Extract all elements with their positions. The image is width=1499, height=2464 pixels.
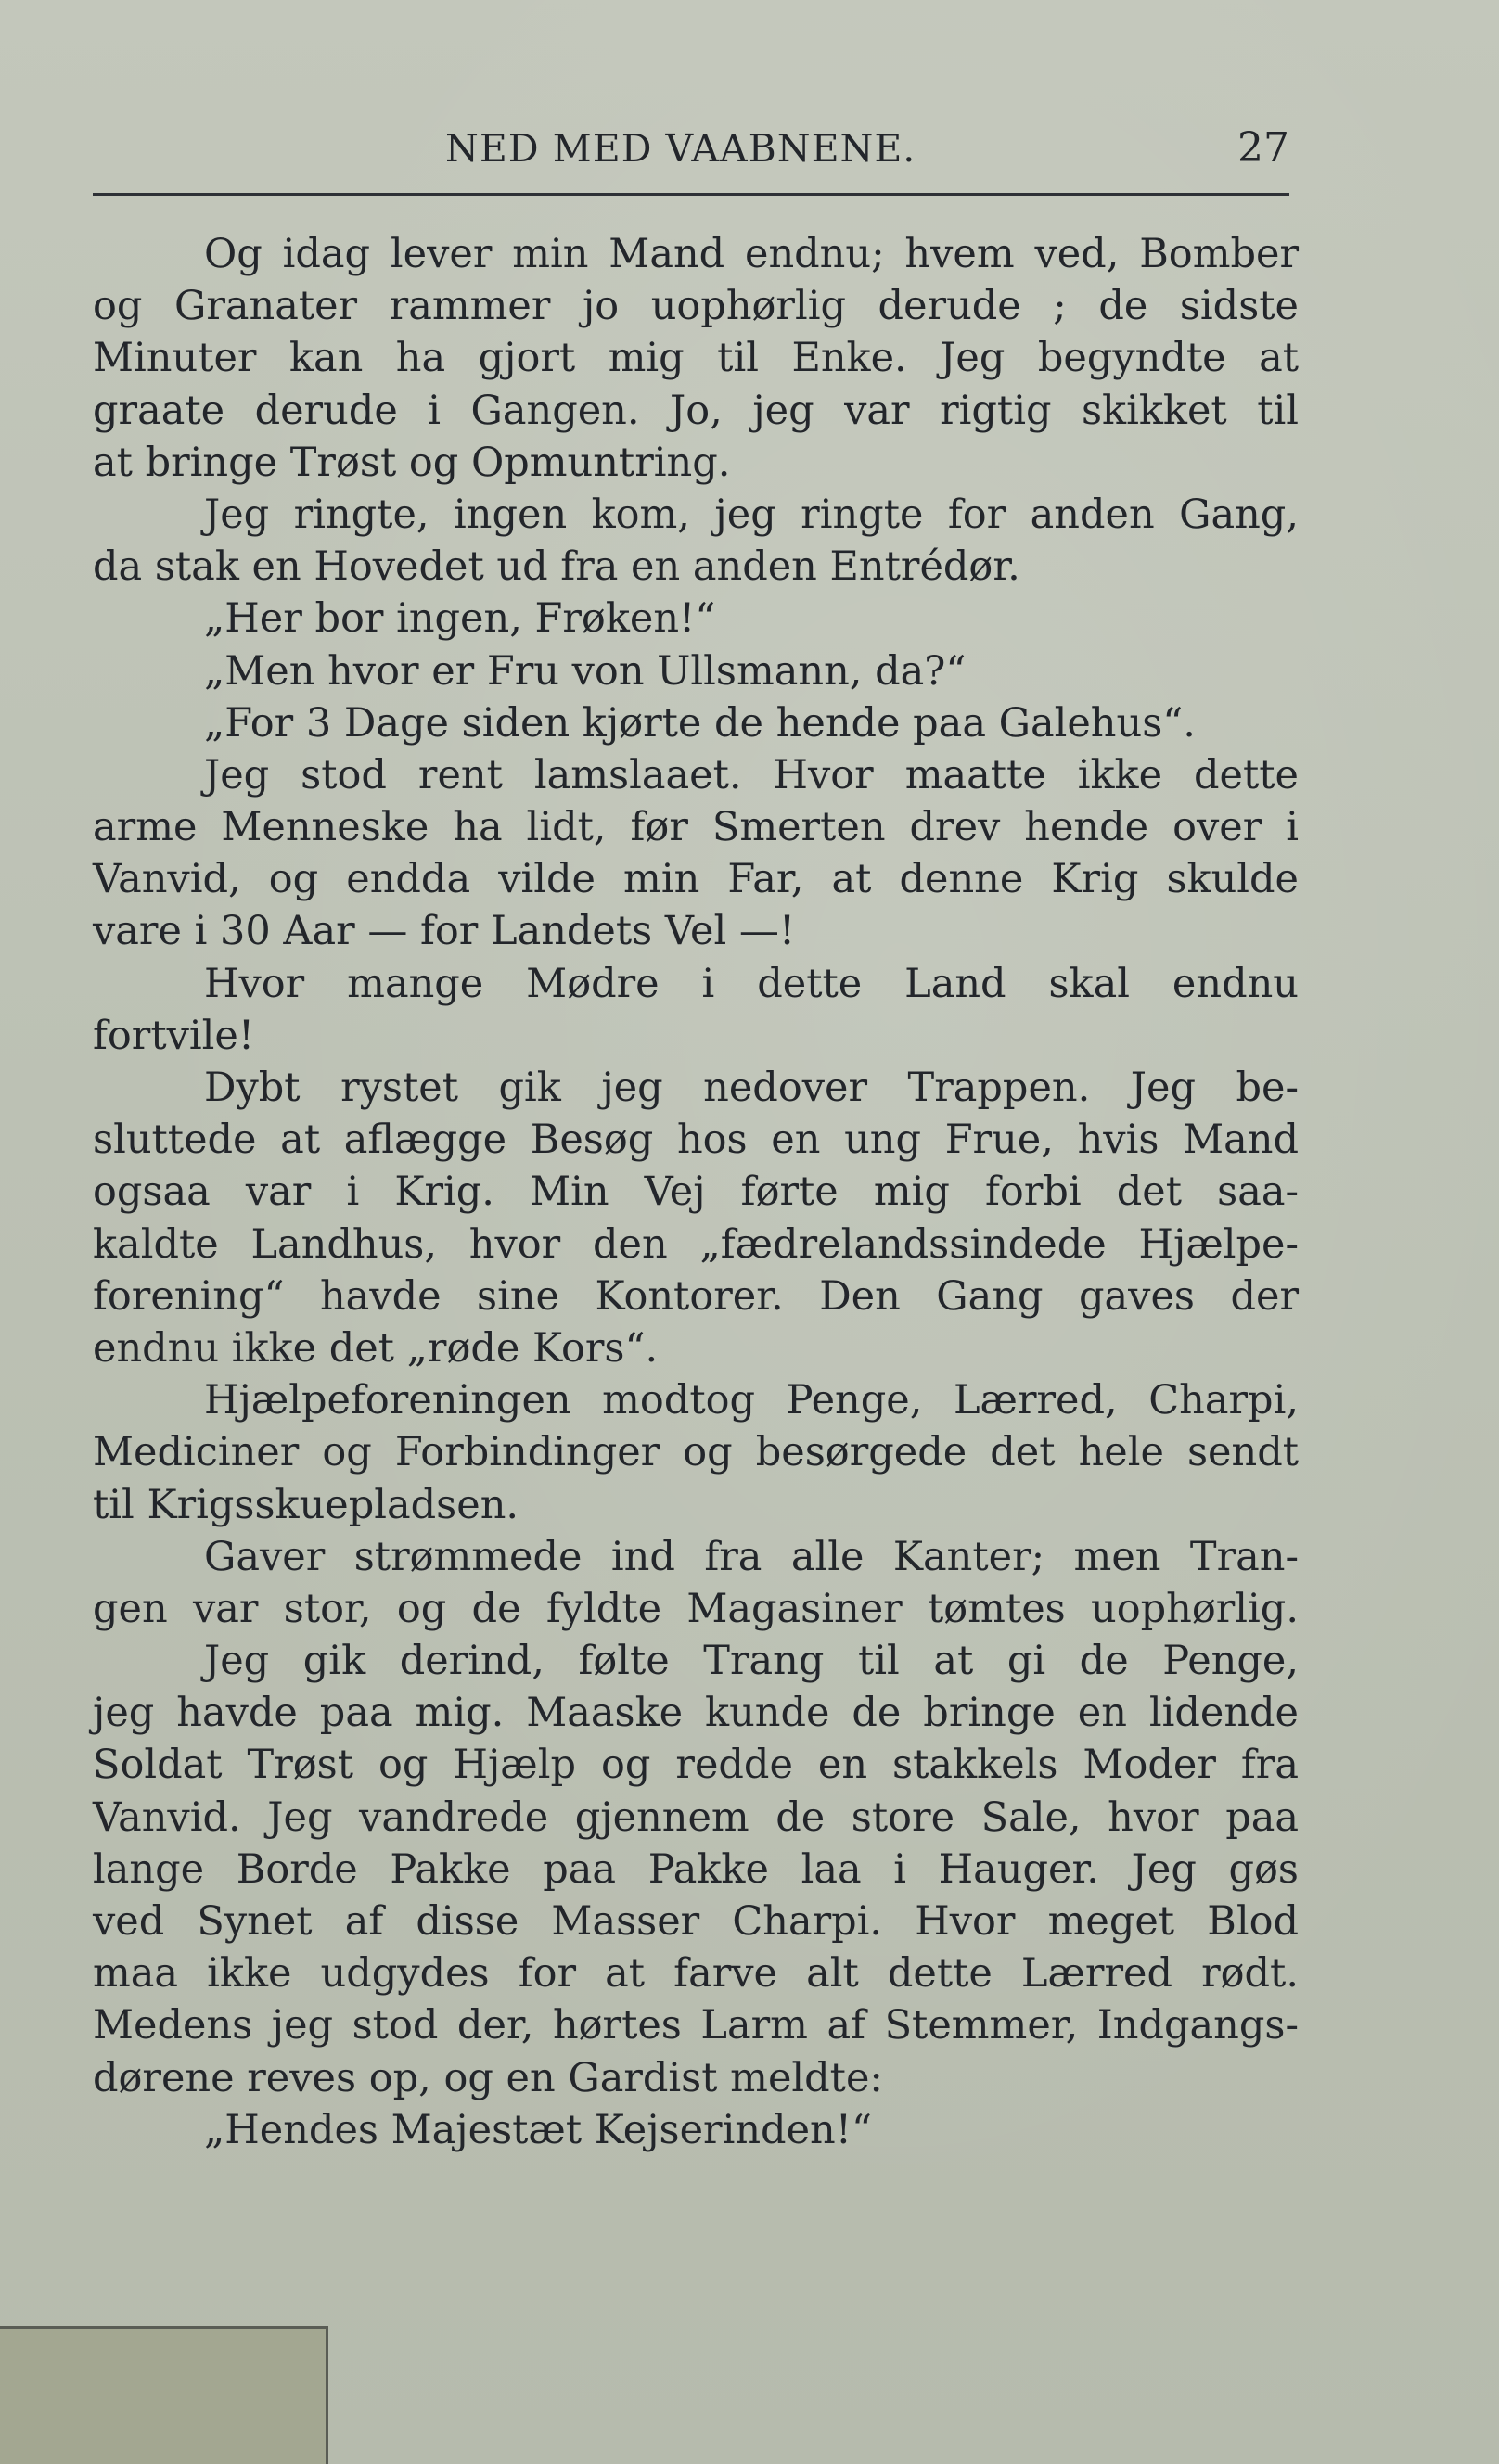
- page-header: [93, 119, 1289, 184]
- page-number: 27: [1237, 124, 1289, 172]
- body-text: [93, 228, 1299, 2156]
- text-line: „For 3 Dage siden kjørte de hende paa Galehus“.: [204, 699, 1196, 747]
- text-line: ogsaa var i Krig. Min Vej førte mig forbi det saa-: [93, 1168, 1299, 1216]
- text-line: Hjælpeforeningen modtog Penge, Lærred, Charpi,: [204, 1377, 1299, 1424]
- text-line: Medens jeg stod der, hørtes Larm af Stemmer, Indgangs-: [93, 2002, 1299, 2049]
- text-line: Minuter kan ha gjort mig til Enke. Jeg begyndte at: [93, 335, 1299, 382]
- text-line: „Hendes Majestæt Kejserinden!“: [204, 2106, 872, 2153]
- text-line: sluttede at aflægge Besøg hos en ung Frue, hvis Mand: [93, 1117, 1299, 1164]
- text-line: Soldat Trøst og Hjælp og redde en stakkels Moder fra: [93, 1742, 1299, 1789]
- text-line: kaldte Landhus, hvor den „fædrelandssindede Hjælpe-: [93, 1220, 1299, 1268]
- text-line: „Her bor ingen, Frøken!“: [204, 595, 716, 643]
- text-line: gen var stor, og de fyldte Magasiner tømtes uophørlig.: [93, 1585, 1299, 1632]
- text-line: da stak en Hovedet ud fra en anden Entrédør.: [93, 543, 1020, 591]
- text-line: Jeg stod rent lamslaaet. Hvor maatte ikke dette: [204, 751, 1299, 798]
- text-line: ved Synet af disse Masser Charpi. Hvor meget Blod: [93, 1898, 1299, 1945]
- text-line: Vanvid. Jeg vandrede gjennem de store Sale, hvor paa: [93, 1794, 1299, 1841]
- header-rule: [93, 193, 1289, 196]
- text-line: jeg havde paa mig. Maaske kunde de bringe en lidende: [93, 1690, 1299, 1737]
- text-line: Vanvid, og endda vilde min Far, at denne Krig skulde: [93, 856, 1299, 903]
- text-line: fortvile!: [93, 1012, 255, 1059]
- text-line: Gaver strømmede ind fra alle Kanter; men Tran-: [204, 1533, 1299, 1580]
- text-line: endnu ikke det „røde Kors“.: [93, 1324, 659, 1372]
- text-line: „Men hvor er Fru von Ullsmann, da?“: [204, 647, 967, 695]
- text-line: forening“ havde sine Kontorer. Den Gang gaves der: [93, 1272, 1299, 1320]
- text-line: vare i 30 Aar — for Landets Vel —!: [93, 908, 796, 955]
- text-line: Mediciner og Forbindinger og besørgede det hele sendt: [93, 1429, 1299, 1476]
- text-line: dørene reves op, og en Gardist meldte:: [93, 2054, 883, 2101]
- text-line: arme Menneske ha lidt, før Smerten drev hende over i: [93, 804, 1299, 851]
- text-line: Jeg ringte, ingen kom, jeg ringte for anden Gang,: [204, 491, 1299, 538]
- text-line: Hvor mange Mødre i dette Land skal endnu: [204, 960, 1299, 1007]
- text-line: graate derude i Gangen. Jo, jeg var rigtig skikket til: [93, 387, 1299, 434]
- text-line: til Krigsskuepladsen.: [93, 1481, 519, 1528]
- text-line: Og idag lever min Mand endnu; hvem ved, Bomber: [204, 231, 1299, 277]
- text-line: at bringe Trøst og Opmuntring.: [93, 439, 731, 486]
- text-line: Jeg gik derind, følte Trang til at gi de Penge,: [204, 1638, 1299, 1685]
- library-plate: [0, 2326, 328, 2464]
- text-line: Dybt rystet gik jeg nedover Trappen. Jeg be-: [204, 1065, 1299, 1111]
- text-line: lange Borde Pakke paa Pakke laa i Hauger. Jeg gøs: [93, 1845, 1299, 1893]
- text-line: og Granater rammer jo uophørlig derude ; de sidste: [93, 283, 1299, 330]
- text-line: maa ikke udgydes for at farve alt dette Lærred rødt.: [93, 1950, 1299, 1998]
- running-title: NED MED VAABNENE.: [445, 126, 916, 171]
